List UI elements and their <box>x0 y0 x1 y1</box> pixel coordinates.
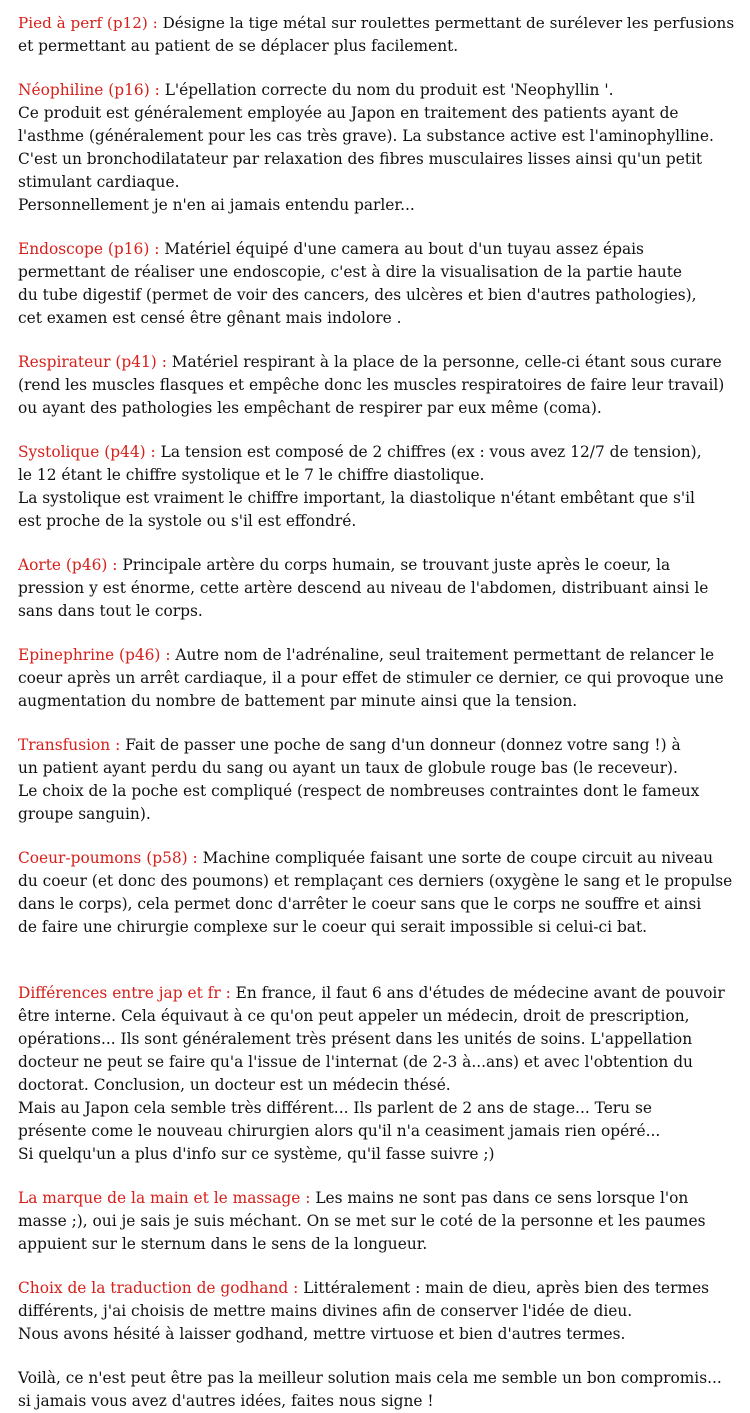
entry-text: Les mains ne sont pas dans ce sens lorsque l'on <box>310 1189 689 1207</box>
entry-line <box>18 870 738 893</box>
entry-line <box>18 1390 738 1413</box>
entry-line <box>18 757 738 780</box>
entry-text: coeur après un arrêt cardiaque, il a pour effet de stimuler ce dernier, ce qui provoque une <box>18 669 724 687</box>
entry-text: un patient ayant perdu du sang ou ayant un taux de globule rouge bas (le receveur). <box>18 759 678 777</box>
entry-text: Fait de passer une poche de sang d'un donneur (donnez votre sang !) à <box>120 736 681 754</box>
glossary-entry <box>18 79 738 217</box>
entry-text: présente come le nouveau chirurgien alors qu'il n'a ceasiment jamais rien opéré... <box>18 1122 661 1140</box>
glossary-entry <box>18 441 738 533</box>
entry-line <box>18 1120 738 1143</box>
entry-text: Littéralement : main de dieu, après bien des termes <box>298 1279 710 1297</box>
entry-text: doctorat. Conclusion, un docteur est un médecin thésé. <box>18 1076 451 1094</box>
entry-line <box>18 1097 738 1120</box>
entry-term: Néophiline (p16) : <box>18 81 160 99</box>
entry-text: l'asthme (généralement pour les cas très grave). La substance active est l'aminophylline. <box>18 127 714 145</box>
entry-text: être interne. Cela équivaut à ce qu'on peut appeler un médecin, droit de prescription, <box>18 1007 690 1025</box>
entry-text: En france, il faut 6 ans d'études de médecine avant de pouvoir <box>230 984 725 1002</box>
entry-line <box>18 1300 738 1323</box>
entry-text: (rend les muscles flasques et empêche donc les muscles respiratoires de faire leur travail) <box>18 376 725 394</box>
entry-text: cet examen est censé être gênant mais indolore . <box>18 309 402 327</box>
entry-term: Choix de la traduction de godhand : <box>18 1279 299 1297</box>
entry-line <box>18 284 738 307</box>
entry-line <box>18 893 738 916</box>
entry-text: Matériel équipé d'une camera au bout d'un tuyau assez épais <box>159 240 644 258</box>
entry-line <box>18 577 738 600</box>
entry-term: Transfusion : <box>18 736 121 754</box>
entry-text: opérations... Ils sont généralement très présent dans les unités de soins. L'appellation <box>18 1030 693 1048</box>
entry-text: et permettant au patient de se déplacer plus facilement. <box>18 37 459 55</box>
entry-text: Mais au Japon cela semble très différent... Ils parlent de 2 ans de stage... Teru se <box>18 1099 652 1117</box>
entry-line <box>18 35 738 58</box>
entry-line <box>18 1051 738 1074</box>
entry-line <box>18 307 738 330</box>
entry-text: le 12 étant le chiffre systolique et le 7 le chiffre diastolique. <box>18 466 485 484</box>
entry-line <box>18 1323 738 1346</box>
entry-line <box>18 374 738 397</box>
entry-text: du coeur (et donc des poumons) et remplaçant ces derniers (oxygène le sang et le propulse <box>18 872 733 890</box>
entry-term: Epinephrine (p46) : <box>18 646 171 664</box>
entry-line <box>18 1277 738 1300</box>
entry-line <box>18 125 738 148</box>
glossary-entry <box>18 982 738 1166</box>
entry-text: Principale artère du corps humain, se trouvant juste après le coeur, la <box>117 556 671 574</box>
entry-line <box>18 487 738 510</box>
entry-line <box>18 1210 738 1233</box>
entry-text: C'est un bronchodilatateur par relaxation des fibres musculaires lisses ainsi qu'un petit <box>18 150 703 168</box>
entry-line <box>18 690 738 713</box>
entry-text: Machine compliquée faisant une sorte de coupe circuit au niveau <box>197 849 714 867</box>
entry-text: Désigne la tige métal sur roulettes permettant de surélever les perfusions <box>157 14 735 32</box>
entry-term: Endoscope (p16) : <box>18 240 160 258</box>
entry-text: Voilà, ce n'est peut être pas la meilleur solution mais cela me semble un bon compromis... <box>18 1369 722 1387</box>
entry-line <box>18 464 738 487</box>
entry-text: Autre nom de l'adrénaline, seul traitement permettant de relancer le <box>170 646 715 664</box>
entry-line <box>18 1367 738 1390</box>
entry-line <box>18 351 738 374</box>
entry-text: dans le corps), cela permet donc d'arrêter le coeur sans que le corps ne souffre et ainsi <box>18 895 702 913</box>
entry-text: La tension est composé de 2 chiffres (ex : vous avez 12/7 de tension), <box>155 443 702 461</box>
entry-text: groupe sanguin). <box>18 805 151 823</box>
entry-line <box>18 1028 738 1051</box>
entry-line <box>18 148 738 171</box>
entry-line <box>18 644 738 667</box>
entry-text: permettant de réaliser une endoscopie, c'est à dire la visualisation de la partie haute <box>18 263 683 281</box>
entry-text: pression y est énorme, cette artère descend au niveau de l'abdomen, distribuant ainsi le <box>18 579 709 597</box>
entry-line <box>18 667 738 690</box>
entry-line <box>18 441 738 464</box>
glossary-entry <box>18 1367 738 1413</box>
glossary-entry <box>18 238 738 330</box>
entry-term: Pied à perf (p12) : <box>18 14 158 32</box>
glossary-entry <box>18 847 738 939</box>
entry-line <box>18 397 738 420</box>
entry-term: Coeur-poumons (p58) : <box>18 849 198 867</box>
entry-line <box>18 1233 738 1256</box>
entry-line <box>18 102 738 125</box>
entry-line <box>18 600 738 623</box>
entry-line <box>18 12 738 35</box>
entry-term: Différences entre jap et fr : <box>18 984 231 1002</box>
glossary-entry <box>18 554 738 623</box>
entry-text: La systolique est vraiment le chiffre important, la diastolique n'étant embêtant que s'il <box>18 489 695 507</box>
entry-text: ou ayant des pathologies les empêchant de respirer par eux même (coma). <box>18 399 602 417</box>
entry-line <box>18 780 738 803</box>
entry-line <box>18 554 738 577</box>
entry-text: masse ;), oui je sais je suis méchant. On se met sur le coté de la personne et les paumes <box>18 1212 706 1230</box>
entry-term: Respirateur (p41) : <box>18 353 167 371</box>
glossary-entry <box>18 1277 738 1346</box>
entry-term: Systolique (p44) : <box>18 443 156 461</box>
entry-line <box>18 1074 738 1097</box>
entry-text: Matériel respirant à la place de la personne, celle-ci étant sous curare <box>166 353 722 371</box>
entry-term: La marque de la main et le massage : <box>18 1189 311 1207</box>
entry-line <box>18 847 738 870</box>
entry-text: Personnellement je n'en ai jamais entendu parler... <box>18 196 415 214</box>
entry-term: Aorte (p46) : <box>18 556 118 574</box>
entry-text: augmentation du nombre de battement par minute ainsi que la tension. <box>18 692 578 710</box>
entry-text: si jamais vous avez d'autres idées, faites nous signe ! <box>18 1392 434 1410</box>
entry-line <box>18 916 738 939</box>
entry-text: Si quelqu'un a plus d'info sur ce système, qu'il fasse suivre ;) <box>18 1145 495 1163</box>
entry-line <box>18 171 738 194</box>
glossary-entry <box>18 644 738 713</box>
entry-text: du tube digestif (permet de voir des cancers, des ulcères et bien d'autres pathologies), <box>18 286 697 304</box>
glossary-entry <box>18 734 738 826</box>
entry-text: Ce produit est généralement employée au Japon en traitement des patients ayant de <box>18 104 679 122</box>
entry-text: est proche de la systole ou s'il est effondré. <box>18 512 357 530</box>
entry-text: différents, j'ai choisis de mettre mains divines afin de conserver l'idée de dieu. <box>18 1302 633 1320</box>
entry-text: docteur ne peut se faire qu'a l'issue de l'internat (de 2-3 à...ans) et avec l'obtention du <box>18 1053 693 1071</box>
entry-line <box>18 1005 738 1028</box>
entry-text: Nous avons hésité à laisser godhand, mettre virtuose et bien d'autres termes. <box>18 1325 626 1343</box>
entry-line <box>18 1143 738 1166</box>
entry-line <box>18 803 738 826</box>
entry-text: L'épellation correcte du nom du produit est 'Neophyllin '. <box>159 81 614 99</box>
glossary-entry <box>18 1187 738 1256</box>
entry-line <box>18 1187 738 1210</box>
entry-line <box>18 238 738 261</box>
entry-text: appuient sur le sternum dans le sens de la longueur. <box>18 1235 428 1253</box>
entry-line <box>18 79 738 102</box>
entry-line <box>18 261 738 284</box>
entry-line <box>18 194 738 217</box>
entry-text: stimulant cardiaque. <box>18 173 180 191</box>
entry-line <box>18 510 738 533</box>
entry-line <box>18 734 738 757</box>
entry-text: Le choix de la poche est compliqué (respect de nombreuses contraintes dont le fameux <box>18 782 700 800</box>
entry-text: de faire une chirurgie complexe sur le coeur qui serait impossible si celui-ci bat. <box>18 918 648 936</box>
glossary-entry <box>18 351 738 420</box>
glossary-entry <box>18 12 738 58</box>
entry-line <box>18 982 738 1005</box>
entry-text: sans dans tout le corps. <box>18 602 203 620</box>
